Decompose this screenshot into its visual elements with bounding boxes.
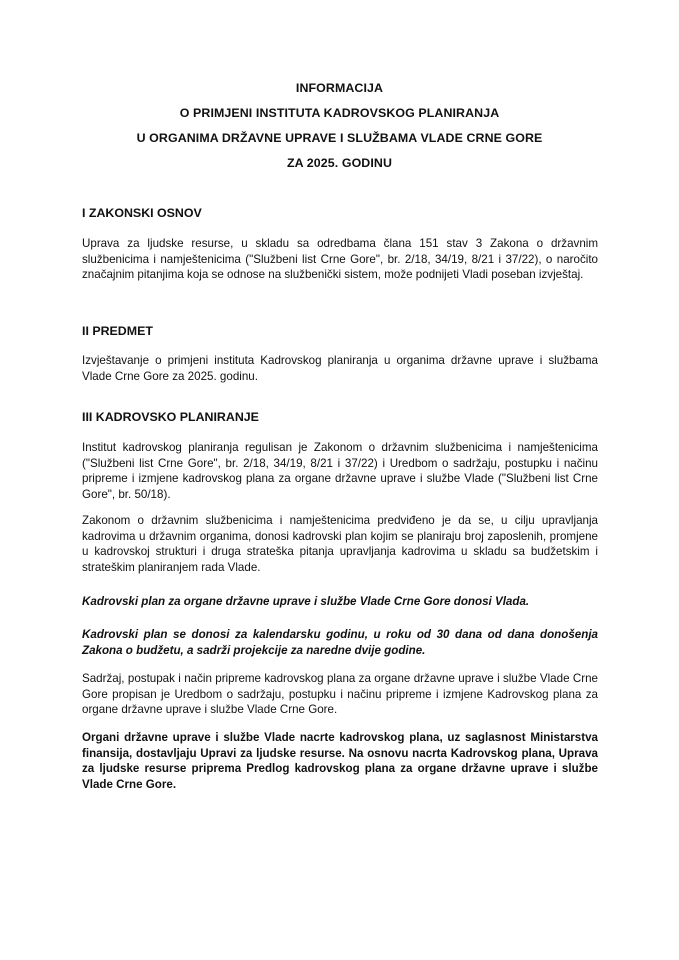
section-legal-basis [82,205,598,221]
personnel-planning-paragraph-1: Institut kadrovskog planiranja regulisan je Zakonom o državnim službenicima i namještenicima ("Službeni list Crne Gore", br. 2/18, 34/19, 8/21 i 37/22) i Uredbom o sadržaju, postupku i načinu pripreme i izmjene kadrovskog plana za organe državne uprave i službe Vlade ("Službeni list Crne Gore", br. 50/18). [82,441,598,501]
personnel-planning-paragraph-2: Zakonom o državnim službenicima i namještenicima predviđeno je da se, u cilju upravljanja kadrovima u državnim organima, donosi kadrovski plan kojim se planiraju broj zaposlenih, promjene u kadrovskoj strukturi i druga strateška pitanja upravljanja kadrovima u skladu sa budžetskim i strateškim planiranjem rada Vlade. [82,514,598,574]
section-heading-legal-basis: I ZAKONSKI OSNOV [82,206,202,220]
personnel-planning-paragraph-6: Organi državne uprave i službe Vlade nacrte kadrovskog plana, uz saglasnost Ministarstva finansija, dostavljaju Upravi za ljudske resurse. Na osnovu nacrta Kadrovskog plana, Uprava za ljudske resurse priprema Predlog kadrovskog plana za organe državne uprave i službe Vlade Crne Gore. [82,731,598,791]
title-line-2: O PRIMJENI INSTITUTA KADROVSKOG PLANIRANJA [179,106,500,120]
personnel-planning-p2-block [82,513,598,575]
personnel-planning-paragraph-3: Kadrovski plan za organe državne uprave i službe Vlade Crne Gore donosi Vlada. [82,595,530,608]
section-subject-body [82,353,598,384]
section-heading-subject: II PREDMET [82,324,153,338]
personnel-planning-p3-block [82,594,598,610]
section-personnel-planning [82,409,598,425]
section-legal-basis-body [82,236,598,283]
personnel-planning-p5-block [82,671,598,718]
personnel-planning-p4-block [82,627,598,658]
personnel-planning-p6-block [82,730,598,792]
subject-paragraph: Izvještavanje o primjeni instituta Kadrovskog planiranja u organima državne uprave i službama Vlade Crne Gore za 2025. godinu. [82,354,598,383]
title-line-1: INFORMACIJA [295,81,384,95]
legal-basis-paragraph: Uprava za ljudske resurse, u skladu sa odredbama člana 151 stav 3 Zakona o državnim službenicima i namještenicima ("Službeni list Crne Gore", br. 2/18, 34/19, 8/21 i 37/22), o naročito značajnim pitanjima koja se odnose na službenički sistem, može podnijeti Vladi poseban izvještaj. [82,237,598,282]
section-heading-personnel-planning: III KADROVSKO PLANIRANJE [82,410,259,424]
section-subject [82,323,598,339]
personnel-planning-paragraph-5: Sadržaj, postupak i način pripreme kadrovskog plana za organe državne uprave i službe Vlade Crne Gore propisan je Uredbom o sadržaju, postupku i načinu pripreme i izmjene Kadrovskog plana za organe državne uprave i službe Vlade Crne Gore. [82,672,598,717]
title-line-3: U ORGANIMA DRŽAVNE UPRAVE I SLUŽBAMA VLADE CRNE GORE [136,131,543,145]
title-line-4: ZA 2025. GODINU [286,156,392,170]
personnel-planning-paragraph-4: Kadrovski plan se donosi za kalendarsku godinu, u roku od 30 dana od dana donošenja Zakona o budžetu, a sadrži projekcije za naredne dvije godine. [82,628,598,657]
document-title [0,80,679,180]
personnel-planning-p1-block [82,440,598,502]
